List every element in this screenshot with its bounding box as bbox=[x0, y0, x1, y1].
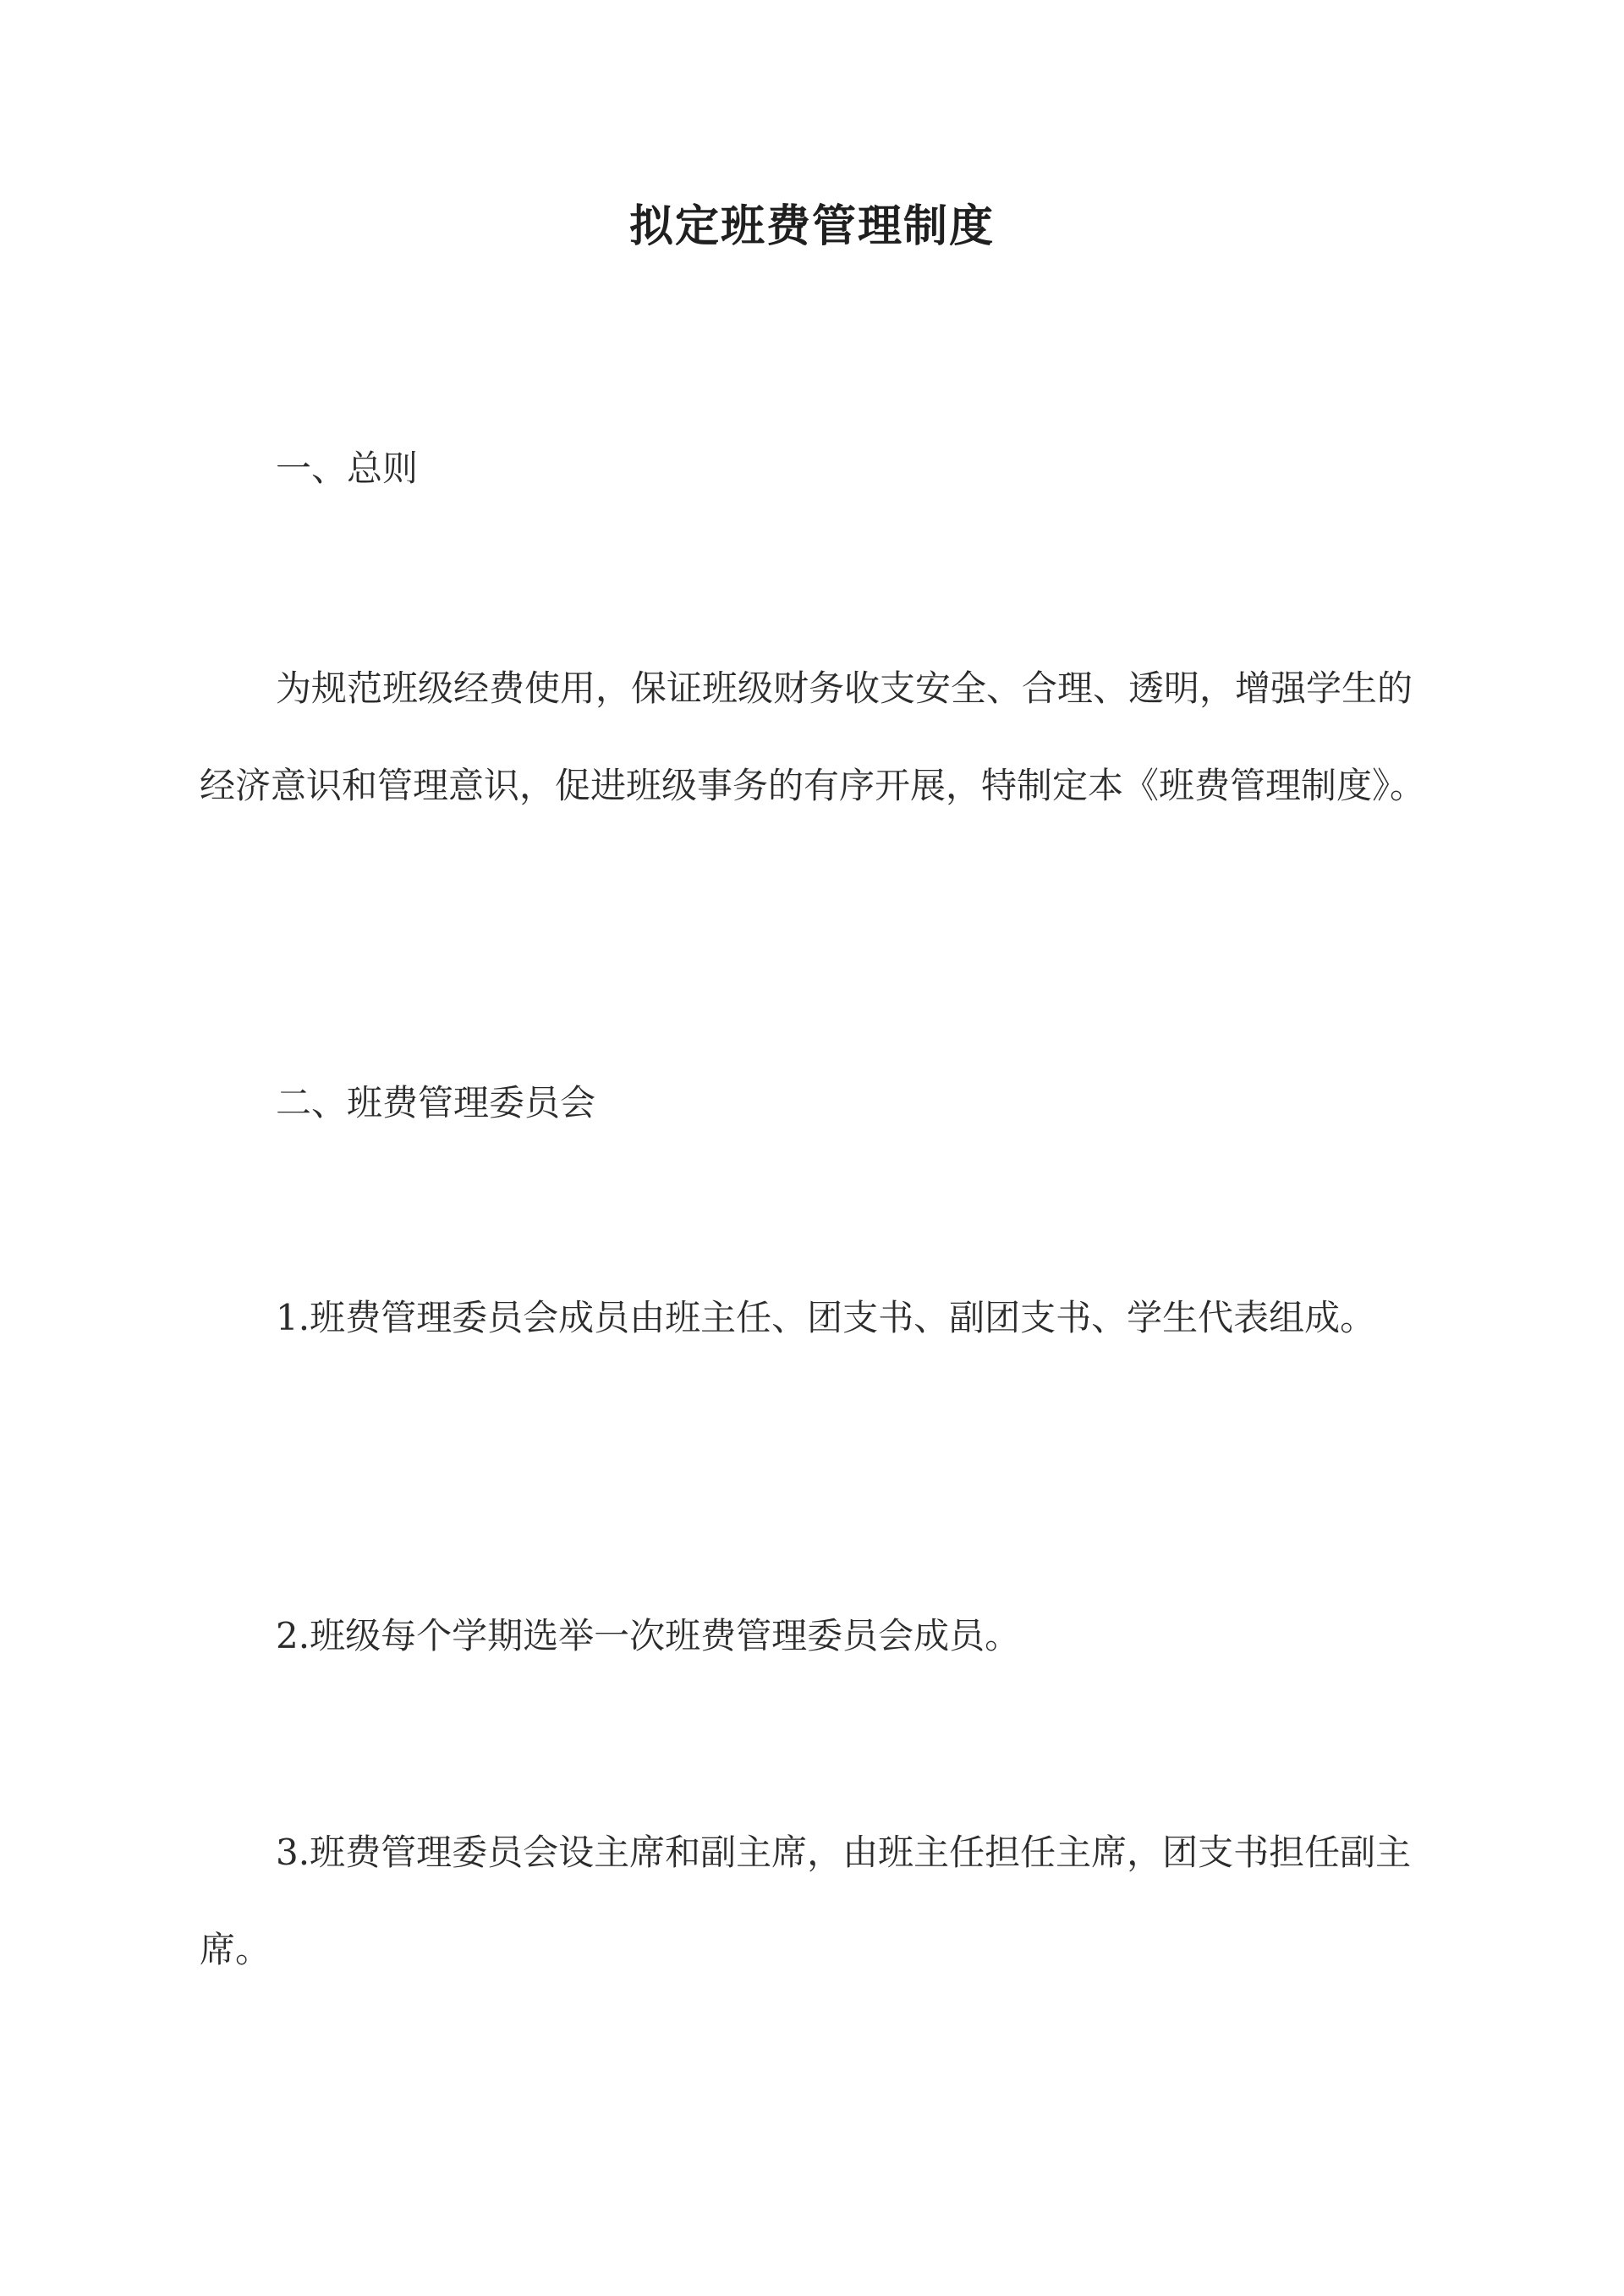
list-item-3: 3.班费管理委员会设主席和副主席，由班主任担任主席，团支书担任副主席。 bbox=[200, 1832, 1412, 1970]
document-title: 拟定班费管理制度 bbox=[628, 200, 995, 252]
list-item-2: 2.班级每个学期选举一次班费管理委员会成员。 bbox=[276, 1615, 1021, 1656]
list-item-1: 1.班费管理委员会成员由班主任、团支书、副团支书、学生代表组成。 bbox=[276, 1297, 1376, 1338]
section-heading-general: 一、总则 bbox=[276, 448, 419, 489]
section-heading-committee: 二、班费管理委员会 bbox=[276, 1082, 596, 1123]
paragraph-general: 为规范班级经费使用，保证班级财务收支安全、合理、透明，增强学生的经济意识和管理意识，促进班级事务的有序开展，特制定本《班费管理制度》。 bbox=[200, 667, 1426, 806]
